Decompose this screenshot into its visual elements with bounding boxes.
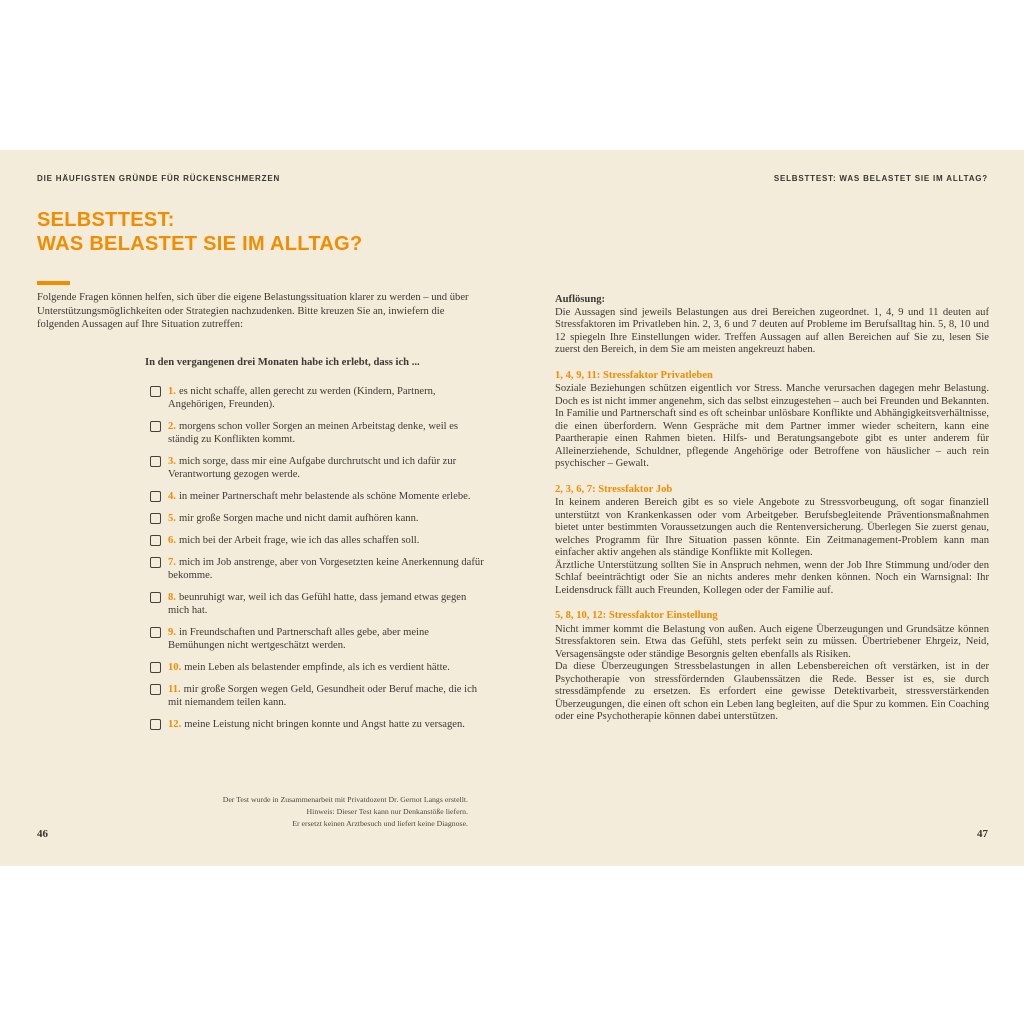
- test-item: [150, 534, 484, 547]
- item-number: 11.: [168, 684, 181, 695]
- item-text: in Freundschaften und Partnerschaft alles gebe, aber meine Bemühungen nicht wertgeschätzt werden.: [168, 627, 429, 651]
- page-title-line2: WAS BELASTET SIE IM ALLTAG?: [37, 233, 363, 255]
- item-number: 9.: [168, 627, 176, 638]
- checkbox[interactable]: [150, 662, 161, 673]
- resolution-text: Die Aussagen sind jeweils Belastungen aus drei Bereichen zugeordnet. 1, 4, 9 und 11 deuten auf Stressfaktoren im Privatleben hin. 2, 3, 6 und 7 deuten auf Probleme im Berufsalltag hin. 5, 8, 10 und 12 spiegeln Ihre Einstellungen wider. Treffen Aussagen auf allen Bereichen auf Sie zu, lesen Sie zuerst den Bereich, in dem Sie am meisten angekreuzt haben.: [555, 306, 989, 355]
- checkbox[interactable]: [150, 421, 161, 432]
- test-item: [150, 490, 484, 503]
- item-text-block: [168, 512, 419, 525]
- title-divider: [37, 281, 70, 285]
- test-item: [150, 512, 484, 525]
- intro-text: Folgende Fragen können helfen, sich über die eigene Belastungssituation klarer zu werden – und über Unterstützungsmöglichkeiten oder Strategien nachzudenken. Bitte kreuzen Sie an, inwiefern die folgenden Aussagen auf Ihre Situation zutreffen:: [37, 292, 469, 331]
- item-text: mich bei der Arbeit frage, wie ich das alles schaffen soll.: [178, 535, 420, 546]
- section-paragraph: In keinem anderen Bereich gibt es so viele Angebote zu Stressvorbeugung, oft sogar finanziell unterstützt von Krankenkassen oder vom Arbeitgeber. Berufsbegleitende Präventionsmaßnahmen bietet unter bestimmten Voraussetzungen auch die Rentenversicherung. Überlegen Sie zuerst genau, welches Programm für Ihre Situation passen könnte. Ein Zeitmanagement-Problem kann man einfacher aktiv angehen als ständige Konflikte mit Kollegen.: [555, 497, 989, 558]
- item-number: 10.: [168, 662, 182, 673]
- resolution-heading: Auflösung:: [555, 294, 606, 305]
- test-item: [150, 683, 484, 709]
- checkbox[interactable]: [150, 386, 161, 397]
- item-number: 6.: [168, 535, 176, 546]
- footnote-line: Hinweis: Dieser Test kann nur Denkanstöße liefern.: [306, 806, 468, 816]
- item-text: mir große Sorgen wegen Geld, Gesundheit oder Beruf mache, die ich mit niemandem teilen kann.: [168, 684, 478, 708]
- checkbox[interactable]: [150, 513, 161, 524]
- test-item: [150, 455, 484, 481]
- item-number: 4.: [168, 491, 176, 502]
- item-number: 12.: [168, 719, 182, 730]
- item-number: 8.: [168, 592, 176, 603]
- item-text-block: [168, 490, 470, 503]
- stress-section-job: [555, 484, 989, 598]
- item-text-block: [168, 626, 484, 652]
- item-text-block: [168, 420, 484, 446]
- section-paragraph: Soziale Beziehungen schützen eigentlich vor Stress. Manche verursachen dagegen mehr Belastung. Doch es ist nicht immer angenehm, sich das selbst einzugestehen – auch bei Freunden und Bekannten. In Familie und Partnerschaft sind es oft scheinbar unlösbare Konflikte und Abhängigkeitsverhältnisse, die einen überfordern. Wenn Gespräche mit dem Partner immer wieder scheitern, kann eine Paartherapie einen Rahmen bieten. Hilfs- und Beratungsangebote gibt es unter anderem für Alleinerziehende, Schuldner, pflegende Angehörige oder Betroffene von häuslicher – auch rein psychischer – Gewalt.: [555, 383, 989, 469]
- checkbox[interactable]: [150, 684, 161, 695]
- checkbox[interactable]: [150, 456, 161, 467]
- section-paragraph: Ärztliche Unterstützung sollten Sie in Anspruch nehmen, wenn der Job Ihre Stimmung und/oder den Schlaf beeinträchtigt oder Sie an nichts anderes mehr denken können. Noch ein Warnsignal: Ihr Leidensdruck fällt auch Freunden, Kollegen oder der Familie auf.: [555, 559, 989, 596]
- page-number-left: 46: [37, 828, 48, 840]
- section-paragraph: Da diese Überzeugungen Stressbelastungen in allen Lebensbereichen oft verstärken, ist in der Psychotherapie von stressfördernden Glaubenssätzen die Rede. Besser ist es, sie durch stressdämpfende zu ersetzen. Es erfordert eine gewisse Detektivarbeit, stressverstärkenden Überzeugungen, die einen oft schon ein Leben lang begleiten, auf die Spur zu kommen. Ein Coaching oder eine Psychotherapie können dabei unterstützen.: [555, 661, 989, 722]
- footnote: [150, 794, 468, 829]
- resolution-column: [555, 294, 989, 724]
- item-text: morgens schon voller Sorgen an meinen Arbeitstag denke, weil es ständig zu Konflikten kommt.: [168, 421, 459, 445]
- checkbox[interactable]: [150, 627, 161, 638]
- stress-section-einstellung: [555, 610, 989, 724]
- test-item: [150, 626, 484, 652]
- checkbox[interactable]: [150, 491, 161, 502]
- item-text-block: [168, 661, 450, 674]
- test-item: [150, 556, 484, 582]
- item-text: meine Leistung nicht bringen konnte und Angst hatte zu versagen.: [184, 719, 465, 730]
- item-text-block: [168, 385, 484, 411]
- item-text: in meiner Partnerschaft mehr belastende als schöne Momente erlebe.: [178, 491, 471, 502]
- footnote-line: Der Test wurde in Zusammenarbeit mit Privatdozent Dr. Gernot Langs erstellt.: [222, 795, 468, 804]
- stress-section-privatleben: [555, 370, 989, 471]
- item-text-block: [168, 718, 465, 731]
- item-number: 7.: [168, 557, 176, 568]
- item-number: 2.: [168, 421, 176, 432]
- checkbox[interactable]: [150, 592, 161, 603]
- test-item: [150, 591, 484, 617]
- footnote-line: Er ersetzt keinen Arztbesuch und liefert keine Diagnose.: [292, 818, 468, 828]
- lead-in-text: In den vergangenen drei Monaten habe ich erlebt, dass ich ...: [145, 357, 420, 368]
- page-title: [37, 208, 363, 256]
- item-text: es nicht schaffe, allen gerecht zu werden (Kindern, Partnern, Angehörigen, Freunden).: [168, 386, 436, 410]
- page-title-line1: SELBSTTEST:: [37, 209, 175, 231]
- section-heading: 5, 8, 10, 12: Stressfaktor Einstellung: [555, 610, 718, 621]
- item-text: beunruhigt war, weil ich das Gefühl hatte, dass jemand etwas gegen mich hat.: [168, 592, 467, 616]
- section-heading: 2, 3, 6, 7: Stressfaktor Job: [555, 483, 673, 495]
- test-item: [150, 661, 484, 674]
- checkbox[interactable]: [150, 719, 161, 730]
- test-item: [150, 718, 484, 731]
- item-number: 1.: [168, 386, 176, 397]
- item-text: mir große Sorgen mache und nicht damit aufhören kann.: [178, 513, 419, 524]
- item-text-block: [168, 683, 484, 709]
- section-paragraph: Nicht immer kommt die Belastung von außen. Auch eigene Überzeugungen und Grundsätze können Stressfaktoren sein. Etwa das Gefühl, stets perfekt sein zu müssen. Übertriebener Ehrgeiz, Neid, Versagensängste oder ständige Besorgnis gelten ebenfalls als Risiken.: [555, 623, 989, 660]
- checkbox[interactable]: [150, 535, 161, 546]
- test-item: [150, 385, 484, 411]
- self-test-list: [150, 385, 484, 731]
- checkbox[interactable]: [150, 557, 161, 568]
- item-text: mich sorge, dass mir eine Aufgabe durchrutscht und ich dafür zur Verantwortung gezogen werde.: [168, 456, 457, 480]
- running-header-right: SELBSTTEST: WAS BELASTET SIE IM ALLTAG?: [773, 174, 988, 183]
- page-number-right: 47: [977, 828, 988, 840]
- running-header-left: DIE HÄUFIGSTEN GRÜNDE FÜR RÜCKENSCHMERZEN: [37, 174, 281, 183]
- item-text: mein Leben als belastender empfinde, als ich es verdient hätte.: [184, 662, 450, 673]
- item-number: 3.: [168, 456, 176, 467]
- item-text: mich im Job anstrenge, aber von Vorgesetzten keine Anerkennung dafür bekomme.: [168, 557, 484, 581]
- test-item: [150, 420, 484, 446]
- section-heading: 1, 4, 9, 11: Stressfaktor Privatleben: [555, 369, 713, 381]
- item-number: 5.: [168, 513, 176, 524]
- item-text-block: [168, 455, 484, 481]
- item-text-block: [168, 534, 419, 547]
- item-text-block: [168, 591, 484, 617]
- book-spread: [0, 150, 1024, 866]
- item-text-block: [168, 556, 484, 582]
